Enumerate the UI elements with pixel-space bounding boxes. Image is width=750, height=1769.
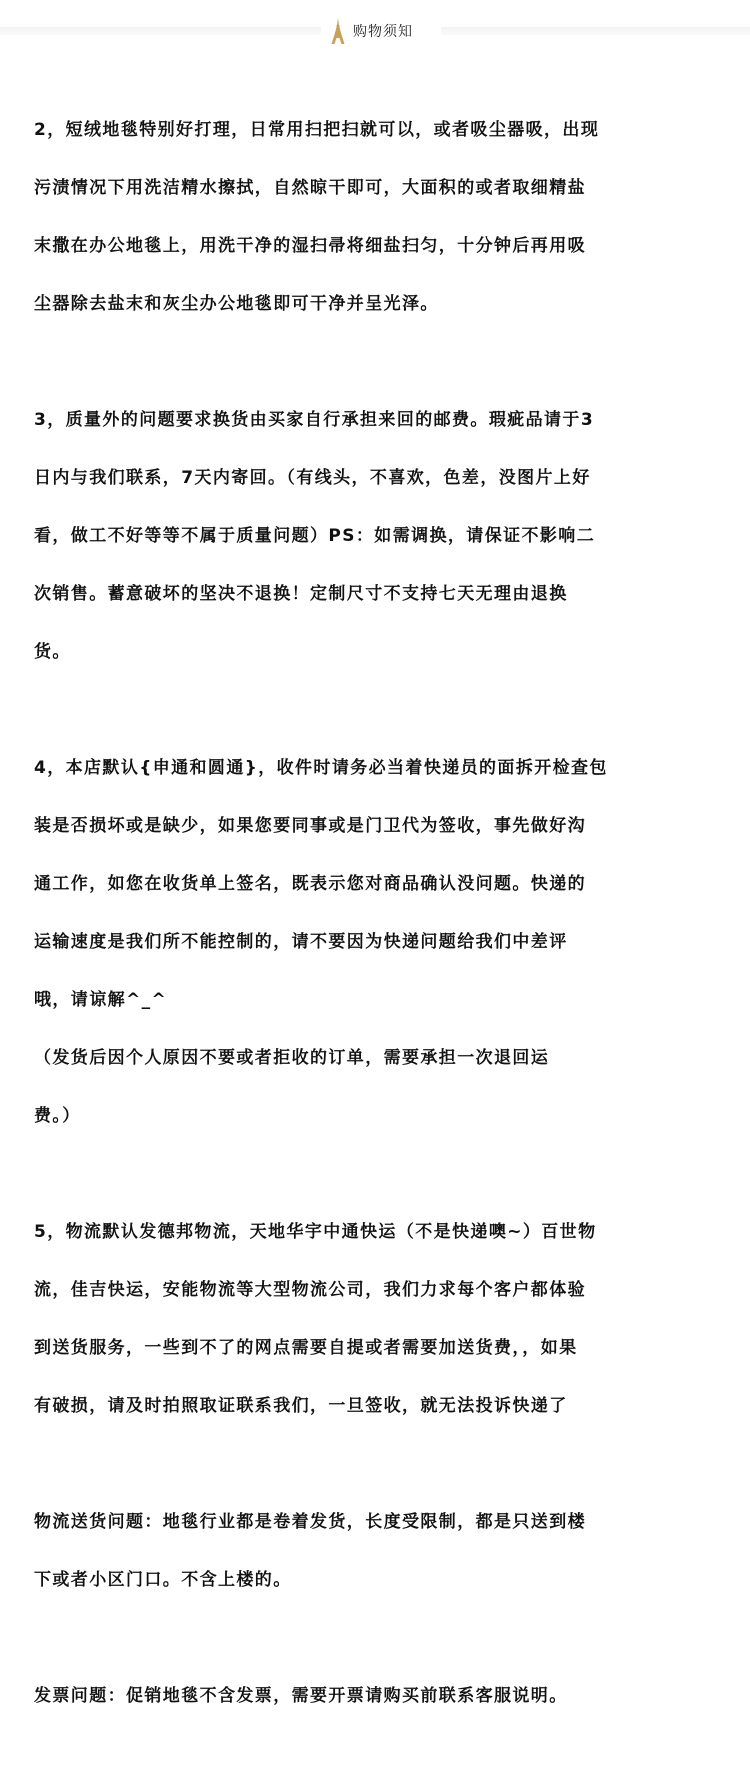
paragraph-4-delivery <box>34 725 724 1160</box>
text-line: 有破损，请及时拍照取证联系我们，一旦签收，就无法投诉快递了 <box>34 1396 568 1416</box>
text-line: 次销售。蓄意破坏的坚决不退换！定制尺寸不支持七天无理由退换 <box>34 584 568 604</box>
text-line: 看，做工不好等等不属于质量问题）PS：如需调换，请保证不影响二 <box>34 526 596 546</box>
text-line: 装是否损坏或是缺少，如果您要同事或是门卫代为签收，事先做好沟 <box>34 816 586 836</box>
text-line: 到送货服务，一些到不了的网点需要自提或者需要加送货费，，如果 <box>34 1338 578 1358</box>
text-line: 物流送货问题：地毯行业都是卷着发货，长度受限制，都是只送到楼 <box>34 1512 586 1532</box>
text-line: 尘器除去盐末和灰尘办公地毯即可干净并呈光泽。 <box>34 294 439 314</box>
text-line: 2，短绒地毯特别好打理，日常用扫把扫就可以，或者吸尘器吸，出现 <box>34 120 600 140</box>
text-line: 发票问题：促销地毯不含发票，需要开票请购买前联系客服说明。 <box>34 1686 568 1706</box>
paragraph-shipping-issue <box>34 1479 724 1624</box>
text-line: 费。） <box>34 1106 81 1126</box>
text-line: 日内与我们联系，7天内寄回。（有线头，不喜欢，色差，没图片上好 <box>34 468 591 488</box>
text-line: 运输速度是我们所不能控制的，请不要因为快递问题给我们中差评 <box>34 932 568 952</box>
text-line: 通工作，如您在收货单上签名，既表示您对商品确认没问题。快递的 <box>34 874 586 894</box>
text-line: 4，本店默认{申通和圆通}，收件时请务必当着快递员的面拆开检查包 <box>34 758 608 778</box>
text-line: 货。 <box>34 642 71 662</box>
text-line: 末撒在办公地毯上，用洗干净的湿扫帚将细盐扫匀，十分钟后再用吸 <box>34 236 586 256</box>
text-line: 3，质量外的问题要求换货由买家自行承担来回的邮费。瑕疵品请于3 <box>34 410 595 430</box>
text-line: 哦，请谅解^_^ <box>34 990 168 1010</box>
paragraph-invoice-issue <box>34 1653 724 1740</box>
text-line: 污渍情况下用洗洁精水擦拭，自然晾干即可，大面积的或者取细精盐 <box>34 178 586 198</box>
text-line: 下或者小区门口。不含上楼的。 <box>34 1570 292 1590</box>
text-line: 流，佳吉快运，安能物流等大型物流公司，我们力求每个客户都体验 <box>34 1280 586 1300</box>
text-line: 5，物流默认发德邦物流，天地华宇中通快运（不是快递噢~）百世物 <box>34 1222 597 1242</box>
page-title: 购物须知 <box>353 24 413 40</box>
paragraph-5-logistics <box>34 1189 724 1450</box>
page-header <box>0 0 750 60</box>
text-line: （发货后因个人原因不要或者拒收的订单，需要承担一次退回运 <box>34 1048 550 1068</box>
eiffel-tower-icon <box>329 17 347 45</box>
paragraph-3-returns <box>34 377 724 696</box>
header-title-group <box>321 14 441 48</box>
notice-content <box>34 87 724 1769</box>
paragraph-2-care <box>34 87 724 348</box>
